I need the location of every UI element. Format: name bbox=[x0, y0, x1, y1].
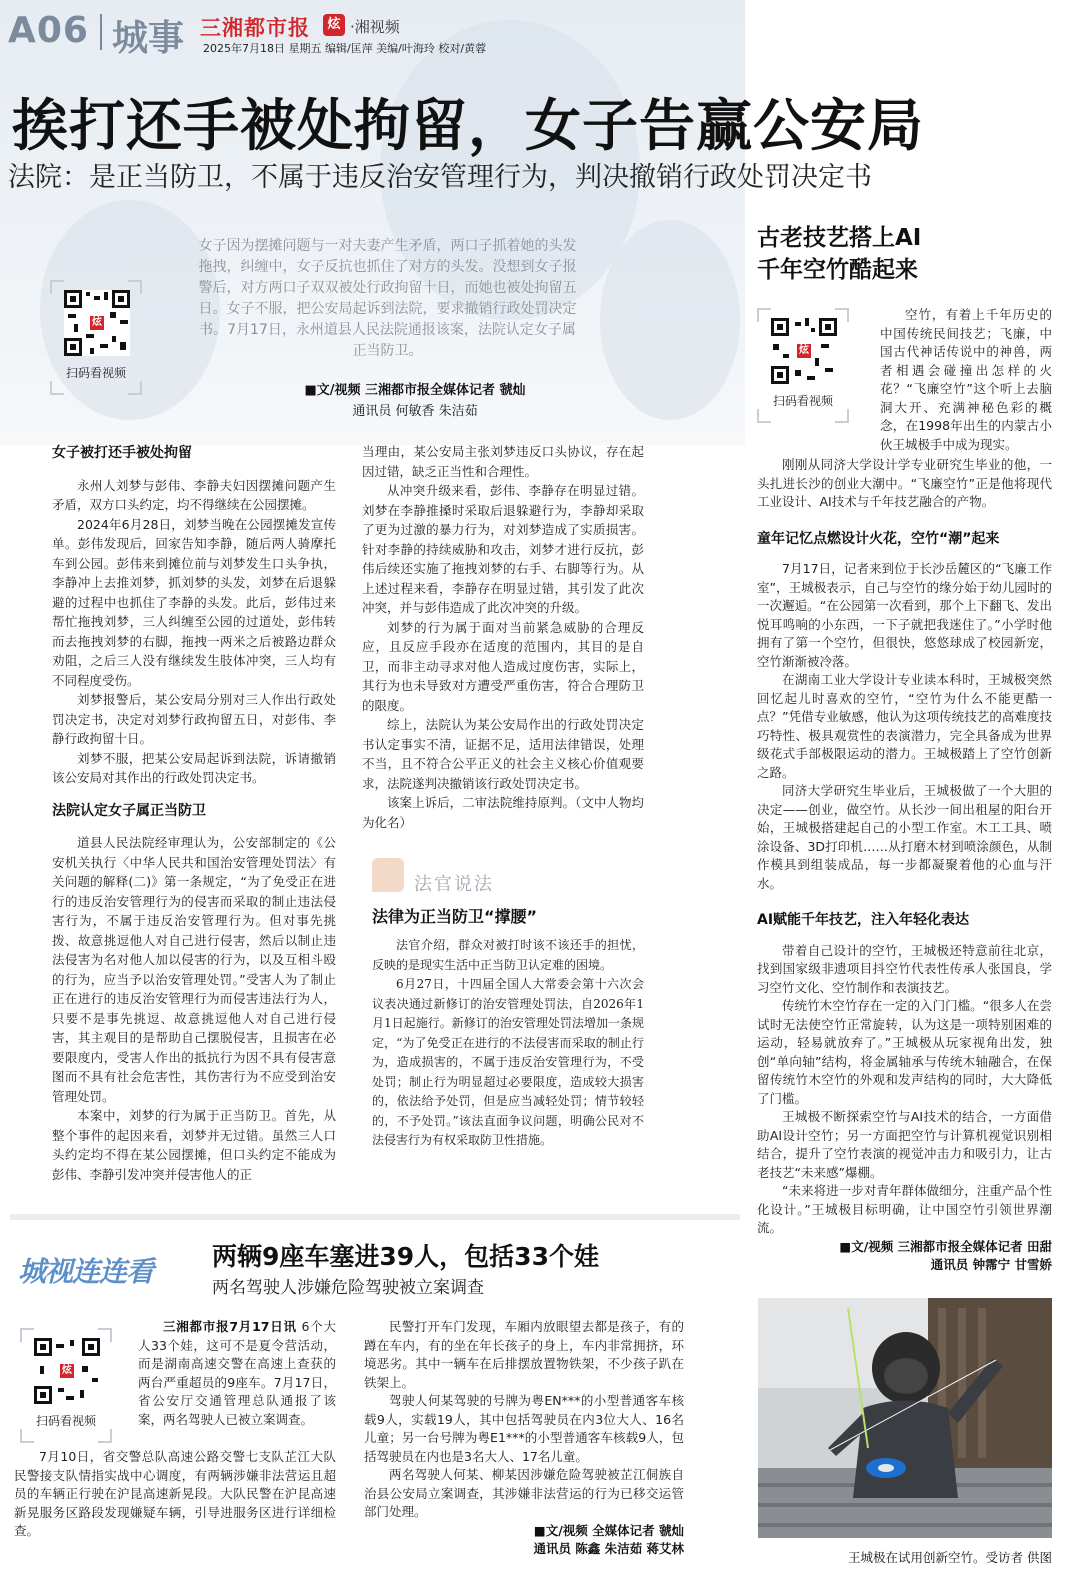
paragraph: 刚刚从同济大学设计学专业研究生毕业的他，一头扎进长沙的创业大潮中。“飞廉空竹”正是他将现代工业设计、AI技术与千年技艺融合的产物。 bbox=[757, 457, 1052, 509]
qr-label: 扫码看视频 bbox=[772, 394, 833, 408]
background-figure-shape bbox=[600, 220, 740, 420]
frame-corner bbox=[98, 1328, 112, 1342]
paragraph: 永州人刘梦与彭伟、李静夫妇因摆摊问题产生矛盾，双方口头约定，均不得继续在公园摆摊。 bbox=[52, 477, 336, 512]
byline-reporter: ■文/视频 三湘都市报全媒体记者 虢灿 bbox=[304, 383, 526, 398]
brand-sub: ·湘视频 bbox=[350, 18, 400, 36]
paragraph: 两名驾驶人何某、柳某因涉嫌危险驾驶被芷江侗族自治县公安局立案调查，其涉嫌非法营运的行为已移交运管部门处理。 bbox=[364, 1467, 684, 1519]
paragraph: 综上，法院认为某公安局作出的行政处罚决定书认定事实不清，证据不足，适用法律错误，处理不当，且不符合公平正义的社会主义核心价值观要求，法院遂判决撤销该行政处罚决定书。 bbox=[362, 717, 644, 791]
right-article-body bbox=[757, 456, 1052, 1275]
paragraph bbox=[138, 1318, 336, 1429]
right-title-line: 古老技艺搭上AI bbox=[757, 225, 922, 251]
paragraph: 2024年6月28日，刘梦当晚在公园摆摊发宣传单。彭伟发现后，回家告知李静，随后两人骑摩托车到公园。彭伟来到摊位前与刘梦发生口头争执，李静冲上去推刘梦，抓刘梦的头发，刘梦在后退躲避的过程中也抓住了李静的头发。此后，彭伟过来帮忙拖拽刘梦，三人纠缠至公园的过道处，彭伟转而去拖拽刘梦的右脚，拖拽一两米之后被路边群众劝阻，之后三人没有继续发生肢体冲突，三人均有不同程度受伤。 bbox=[52, 516, 336, 688]
frame-corner bbox=[835, 308, 849, 322]
judge-section-label: 法官说法 bbox=[414, 874, 494, 895]
dateline: 三湘都市报7月17日讯 bbox=[163, 1319, 297, 1334]
byline-reporter: ■文/视频 全媒体记者 虢灿 bbox=[533, 1522, 684, 1538]
paragraph: 7月17日，记者来到位于长沙岳麓区的“飞廉工作室”，王城极表示，自己与空竹的缘分始于幼儿园时的一次邂逅。“在公园第一次看到，那个上下翻飞、发出悦耳鸣响的小东西，一下子就把我迷住了。”小学时他拥有了第一个空竹，但很快，悠悠球成了校园新宠，空竹渐渐被冷落。 bbox=[757, 561, 1052, 669]
bottom-subheadline: 两名驾驶人涉嫌危险驾驶被立案调查 bbox=[212, 1278, 484, 1298]
paragraph: 传统竹木空竹存在一定的入门门槛。“很多人在尝试时无法使空竹正常旋转，认为这是一项特别困难的运动，轻易就放弃了。”王城极从玩家视角出发，独创“单向轴”结构，将金属轴承与传统木轴融合，在保留传统竹木空竹的外观和发声结构的同时，大大降低了门槛。 bbox=[757, 998, 1052, 1106]
paragraph: 从冲突升级来看，彭伟、李静存在明显过错。刘梦在李静推搡时采取后退躲避行为，李静却采取了更为过激的暴力行为，对刘梦造成了实质损害。针对李静的持续威胁和攻击，刘梦才进行反抗，彭伟后续还实施了拖拽刘梦的右手、右脚等行为。从上述过程来看，李静存在明显过错，其引发了此次冲突，并与彭伟造成了此次冲突的升级。 bbox=[362, 483, 644, 615]
paragraph: 在湖南工业大学设计专业读本科时，王城极突然回忆起儿时喜欢的空竹，“空竹为什么不能更酷一点？”凭借专业敏感，他认为这项传统技艺的高难度技巧特性、极具观赏性的表演潜力，完全具备成为世界级花式手部极限运动的潜力。王城极踏上了空竹创新之路。 bbox=[757, 672, 1052, 780]
page-header bbox=[0, 0, 1080, 62]
frame-corner bbox=[128, 381, 142, 395]
paragraph: 驾驶人何某驾驶的号牌为粤EN***的小型普通客车核载9人，实载19人，其中包括驾驶员在内3位大人、16名儿童；另一台号牌为粤E1***的小型普通客车核载9人，包括驾驶员在内也是3名大人、17名儿童。 bbox=[364, 1393, 684, 1464]
date-line: 2025年7月18日 星期五 编辑/匡萍 美编/叶海玲 校对/黄蓉 bbox=[203, 42, 487, 55]
judge-section-title: 法律为正当防卫“撑腰” bbox=[372, 907, 538, 926]
right-title-line: 千年空竹酷起来 bbox=[757, 257, 918, 283]
bottom-column-1b bbox=[14, 1448, 336, 1541]
frame-corner bbox=[20, 1328, 34, 1342]
paragraph: 6月27日，十四届全国人大常委会第十六次会议表决通过新修订的治安管理处罚法，自2026年1月1日起施行。新修订的治安管理处罚法增加一条规定，“为了免受正在进行的不法侵害而采取的制止行为，造成损害的，不属于违反治安管理行为，不受处罚；制止行为明显超过必要限度，造成较大损害的，依法给予处罚，但是应当减轻处罚；情节较轻的，不予处罚。”该法直面争议问题，明确公民对不法侵害行为有权采取防卫性措施。 bbox=[372, 977, 644, 1147]
page-number: A06 bbox=[8, 10, 89, 51]
paragraph: 道县人民法院经审理认为，公安部制定的《公安机关执行〈中华人民共和国治安管理处罚法〉有关问题的解释(二)》第一条规定，“为了免受正在进行的违反治安管理行为的侵害而采取的制止违法侵害行为，不属于违反治安管理行为。但对事先挑拨、故意挑逗他人对自己进行侵害，然后以制止违法侵害为名对他人加以侵害的行为，以及互相斗殴的行为，应当予以治安管理处罚。”受害人为了制止正在进行的违反治安管理行为而侵害违法行为人，只要不是事先挑逗、故意挑逗他人对自己进行侵害，其主观目的是帮助自己摆脱侵害，且损害在必要限度内，受害人作出的抵抗行为因不具有侵害意图而不具有社会危害性，其伤害行为不应受到治安管理处罚。 bbox=[52, 835, 336, 1104]
photo-caption: 王城极在试用创新空竹。受访者 供图 bbox=[848, 1550, 1052, 1565]
newspaper-brand: 三湘都市报 bbox=[200, 16, 310, 40]
paragraph: 当理由，某公安局主张刘梦违反口头协议，存在起因过错，缺乏正当性和合理性。 bbox=[362, 444, 644, 479]
qr-label: 扫码看视频 bbox=[65, 366, 126, 380]
paragraph: 本案中，刘梦的行为属于正当防卫。首先，从整个事件的起因来看，刘梦并无过错。虽然三人口头约定均不得在某公园摆摊，但口头约定不能成为彭伟、李静引发冲突并侵害他人的正 bbox=[52, 1108, 336, 1182]
main-headline: 挨打还手被处拘留，女子告赢公安局 bbox=[12, 94, 924, 159]
article-byline bbox=[250, 380, 580, 422]
paragraph: 王城极不断探索空竹与AI技术的结合，一方面借助AI设计空竹；另一方面把空竹与计算机视觉识别相结合，提升了空竹表演的视觉冲击力和吸引力，让古老技艺“未来感”爆棚。 bbox=[757, 1109, 1052, 1180]
main-subheadline: 法院：是正当防卫，不属于违反治安管理行为，判决撤销行政处罚决定书 bbox=[8, 162, 872, 193]
qr-code-bottom[interactable] bbox=[20, 1328, 112, 1443]
section-heading: 女子被打还手被处拘留 bbox=[52, 445, 192, 461]
article-lead: 女子因为摆摊问题与一对夫妻产生矛盾，两口子抓着她的头发拖拽，纠缠中，女子反抗也抓住了对方的头发。没想到女子报警后，对方两口子双双被处行政拘留十日，而她也被处拘留五日。女子不服，把公安局起诉到法院，要求撤销行政处罚决定书。7月17日，永州道县人民法院通报该案，法院认定女子属正当防卫。 bbox=[198, 238, 577, 359]
judge-column bbox=[372, 936, 644, 1151]
section-heading: 童年记忆点燃设计火花，空竹“潮”起来 bbox=[757, 530, 1000, 547]
paragraph: “未来将进一步对青年群体做细分，注重产品个性化设计。”王城极目标明确，让中国空竹引领世界潮流。 bbox=[757, 1183, 1052, 1235]
speech-bubble-icon bbox=[372, 858, 404, 892]
qr-logo-icon: 炫 bbox=[58, 1362, 76, 1380]
paragraph: 刘梦报警后，某公安局分别对三人作出行政处罚决定书，决定对刘梦行政拘留五日，对彭伟、李静行政拘留十日。 bbox=[52, 692, 336, 746]
paragraph-text: 6个大人33个娃，这可不是夏令营活动，而是湖南高速交警在高速上查获的两台严重超员的9座车。7月17日，省公安厅交通管理总队通报了该案，两名驾驶人已被立案调查。 bbox=[138, 1319, 337, 1427]
paragraph: 民警打开车门发现，车厢内放眼望去都是孩子，有的蹲在车内，有的坐在年长孩子的身上，车内非常拥挤，环境恶劣。其中一辆车在后排摆放置物铁架，不少孩子趴在铁架上。 bbox=[364, 1319, 684, 1390]
qr-code-icon bbox=[771, 318, 837, 384]
right-article-title bbox=[757, 222, 921, 286]
qr-code-right[interactable] bbox=[757, 308, 849, 423]
frame-corner bbox=[98, 1429, 112, 1443]
qr-logo-icon: 炫 bbox=[795, 342, 813, 360]
column-logo: 城视连连看 bbox=[18, 1255, 154, 1288]
frame-corner bbox=[50, 381, 64, 395]
article-column-1 bbox=[52, 444, 336, 1184]
bottom-column-2 bbox=[364, 1318, 684, 1559]
byline-correspondents: 通讯员 何敏香 朱洁茹 bbox=[352, 404, 478, 419]
article-column-2 bbox=[362, 442, 644, 832]
bottom-column-1a bbox=[138, 1318, 336, 1429]
frame-corner bbox=[757, 409, 771, 423]
bottom-headline: 两辆9座车塞进39人，包括33个娃 bbox=[212, 1242, 599, 1271]
qr-logo-icon: 炫 bbox=[88, 314, 106, 332]
qr-label: 扫码看视频 bbox=[35, 1414, 96, 1428]
section-heading: 法院认定女子属正当防卫 bbox=[52, 802, 206, 819]
section-divider bbox=[10, 1214, 740, 1220]
paragraph: 空竹，有着上千年历史的中国传统民间技艺；飞廉，中国古代神话传说中的神兽，两者相遇会碰撞出怎样的火花？“飞廉空竹”这个听上去脑洞大开、充满神秘色彩的概念，在1998年出生的内蒙古小伙王城极手中成为现实。 bbox=[880, 307, 1052, 452]
qr-code-main[interactable] bbox=[50, 280, 142, 395]
right-article-intro bbox=[880, 306, 1052, 454]
frame-corner bbox=[128, 280, 142, 294]
paragraph: 同济大学研究生毕业后，王城极做了一个大胆的决定——创业，做空竹。从长沙一间出租屋的阳台开始，王城极搭建起自己的小型工作室。木工工具、喷涂设备、3D打印机……从打磨木材到喷涂颜色，从制作模具到组装成品，每一步都凝聚着他的心血与汗水。 bbox=[757, 783, 1052, 891]
paragraph: 法官介绍，群众对被打时该不该还手的担忧，反映的是现实生活中正当防卫认定难的困境。 bbox=[372, 938, 644, 972]
section-heading: AI赋能千年技艺，注入年轻化表达 bbox=[757, 912, 970, 928]
frame-corner bbox=[757, 308, 771, 322]
qr-code-icon bbox=[64, 290, 130, 356]
byline-correspondents: 通讯员 陈鑫 朱洁茹 蒋艾林 bbox=[533, 1541, 684, 1556]
frame-corner bbox=[835, 409, 849, 423]
paragraph: 带着自己设计的空竹，王城极还特意前往北京，找到国家级非遗项目抖空竹代表性传承人张国良，学习空竹文化、空竹制作和表演技艺。 bbox=[757, 942, 1052, 995]
frame-corner bbox=[50, 280, 64, 294]
byline-reporter: ■文/视频 三湘都市报全媒体记者 田甜 bbox=[839, 1238, 1052, 1254]
qr-code-icon bbox=[34, 1338, 100, 1404]
kongzhu-photo bbox=[758, 1298, 1052, 1538]
paragraph: 7月10日，省交警总队高速公路交警七支队芷江大队民警接支队情指实战中心调度，有两辆涉嫌非法营运且超员的车辆正行驶在沪昆高速新晃段。大队民警在沪昆高速新晃服务区路段发现嫌疑车辆，引导进服务区进行详细检查。 bbox=[14, 1449, 336, 1538]
paragraph: 该案上诉后，二审法院维持原判。（文中人物均为化名） bbox=[362, 795, 644, 830]
frame-corner bbox=[20, 1429, 34, 1443]
brand-logo-icon: 炫 bbox=[323, 14, 345, 36]
paragraph: 刘梦不服，把某公安局起诉到法院，诉请撤销该公安局对其作出的行政处罚决定书。 bbox=[52, 750, 336, 785]
byline-correspondents: 通讯员 钟霈宁 甘雪娇 bbox=[930, 1257, 1052, 1272]
paragraph: 刘梦的行为属于面对当前紧急威胁的合理反应，且反应手段亦在适度的范围内，其目的是自卫，而非主动寻求对他人造成过度伤害，实际上，其行为也未导致对方遭受严重伤害，符合合理防卫的限度。 bbox=[362, 619, 644, 713]
section-name: 城事 bbox=[112, 18, 185, 59]
header-divider bbox=[100, 14, 102, 50]
